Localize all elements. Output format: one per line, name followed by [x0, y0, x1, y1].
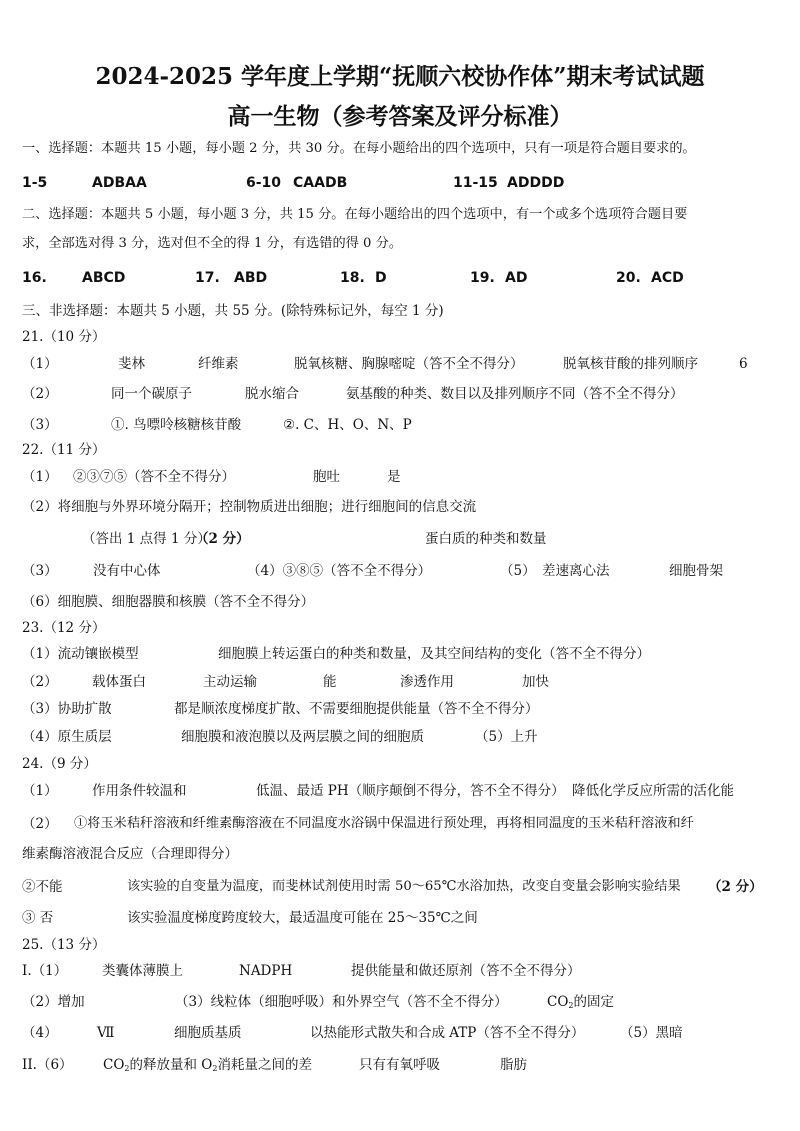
question-head: 23.（12 分）	[22, 620, 106, 636]
answer-text: （3）线粒体（细胞呼吸）和外界空气（答不全不得分）	[175, 994, 508, 1010]
answer-text: 细胞质基质	[174, 1025, 242, 1041]
answer-text: 细胞骨架	[669, 563, 723, 579]
answer-text: ①. 鸟嘌呤核糖核苷酸	[111, 417, 242, 433]
answer-text: 只有有氧呼吸	[359, 1057, 440, 1073]
answer-text: 脂肪	[500, 1057, 527, 1073]
answer-text: 胞吐	[313, 469, 340, 485]
item-label: （1）	[22, 356, 58, 372]
answer-text: 载体蛋白	[92, 674, 146, 690]
answer-text: 都是顺浓度梯度扩散、不需要细胞提供能量（答不全不得分）	[174, 701, 539, 717]
answer-text: 氨基酸的种类、数目以及排列顺序不同（答不全不得分）	[346, 386, 684, 402]
question-head: 22.（11 分）	[22, 442, 106, 458]
answer-value: ABD	[234, 270, 268, 286]
item-label: （1）	[22, 469, 58, 485]
answer-text: （5）黑暗	[620, 1025, 683, 1041]
item-label: II.（6）	[22, 1057, 73, 1073]
answer-value: ADDDD	[507, 175, 565, 191]
answer-text: 没有中心体	[93, 563, 161, 579]
answer-text: （6）细胞膜、细胞器膜和核膜（答不全不得分）	[22, 594, 315, 610]
answer-text: 差速离心法	[542, 563, 610, 579]
answer-text: 蛋白质的种类和数量	[425, 531, 547, 547]
section2-header: 二、选择题：本题共 5 小题，每小题 3 分，共 15 分。在每小题给出的四个选项中，有一个或多个选项符合题目要	[22, 207, 688, 222]
question-number: 20.	[616, 270, 641, 286]
answer-range: 11-15	[453, 175, 498, 191]
answer-text: 该实验的自变量为温度，而斐林试剂使用时需 50～65℃水浴加热，改变自变量会影响实验结果	[127, 879, 681, 894]
answer-text-mid: 的释放量和 O	[129, 1057, 213, 1073]
answer-text: 脱氧核糖、胸腺嘧啶（答不全不得分）	[294, 356, 524, 372]
answer-range: 1-5	[22, 175, 48, 191]
answer-text: ②③⑦⑤（答不全不得分）	[73, 469, 235, 485]
answer-text	[103, 1057, 312, 1073]
answer-text: 渗透作用	[400, 674, 454, 690]
question-number: 18.	[340, 270, 365, 286]
answer-text: ②不能	[22, 879, 63, 895]
answer-text: 类囊体薄膜上	[102, 963, 183, 979]
answer-text: ①将玉米秸秆溶液和纤维素酶溶液在不同温度水浴锅中保温进行预处理，再将相同温度的玉米秸秆溶液和纤	[74, 816, 694, 831]
score-note: （2 分）	[708, 879, 763, 895]
item-label: I.（1）	[22, 963, 68, 979]
section3-header: 三、非选择题：本题共 5 小题，共 55 分。(除特殊标记外，每空 1 分)	[22, 303, 444, 319]
document-title: 2024-2025 学年度上学期“抚顺六校协作体”期末考试试题	[95, 63, 705, 90]
answer-text-tail: 的固定	[573, 994, 614, 1010]
item-label: （3）	[22, 417, 58, 433]
answer-note: （答出 1 点得 1 分）	[82, 531, 211, 547]
answer-text: （5）上升	[475, 729, 538, 745]
answer-text: 降低化学反应所需的活化能	[572, 783, 734, 799]
answer-value: ABCD	[82, 270, 126, 286]
subscript: 2	[568, 1001, 574, 1010]
question-head: 25.（13 分）	[22, 937, 106, 953]
answer-text: 6	[739, 356, 748, 372]
answer-text: 加快	[522, 674, 549, 690]
answer-text: 纤维素	[198, 356, 239, 372]
answer-value: CAADB	[293, 175, 348, 191]
answer-value: ADBAA	[92, 175, 147, 191]
answer-text: 同一个碳原子	[111, 386, 192, 402]
question-number: 17.	[195, 270, 220, 286]
answer-text: （4）原生质层	[22, 729, 112, 745]
answer-text: （2）增加	[22, 994, 85, 1010]
answer-text: 细胞膜和液泡膜以及两层膜之间的细胞质	[181, 729, 424, 745]
answer-text: NADPH	[239, 963, 293, 979]
item-label: （2）	[22, 386, 58, 402]
subscript: 2	[124, 1064, 130, 1073]
answer-text: （4）③⑧⑤（答不全不得分）	[247, 563, 432, 579]
subscript: 2	[212, 1064, 218, 1073]
answer-text: 是	[387, 469, 401, 485]
answer-text: ③ 否	[22, 910, 54, 926]
answer-text: 低温、最适 PH（顺序颠倒不得分，答不全不得分）	[256, 783, 565, 799]
answer-text: Ⅶ	[97, 1025, 115, 1041]
answer-text: （2）将细胞与外界环境分隔开；控制物质进出细胞；进行细胞间的信息交流	[22, 499, 477, 515]
answer-text: （1）流动镶嵌模型	[22, 646, 139, 662]
answer-value: D	[375, 270, 387, 286]
answer-text: 主动运输	[203, 674, 257, 690]
answer-text: ②. C、H、O、N、P	[283, 417, 412, 433]
item-label: （1）	[22, 783, 58, 799]
answer-value: AD	[505, 270, 528, 286]
item-label: （5）	[500, 563, 536, 579]
item-label: （2）	[22, 816, 58, 832]
answer-text: （3）协助扩散	[22, 701, 112, 717]
section1-header: 一、选择题：本题共 15 小题，每小题 2 分，共 30 分。在每小题给出的四个选项中，只有一项是符合题目要求的。	[22, 141, 696, 156]
document-subtitle: 高一生物（参考答案及评分标准）	[227, 103, 573, 130]
question-head: 21.（10 分）	[22, 329, 106, 345]
answer-text: 脱水缩合	[245, 386, 299, 402]
score-note: （2 分）	[195, 531, 250, 547]
answer-text: 能	[323, 674, 337, 690]
answer-text	[547, 994, 614, 1010]
answer-text: 细胞膜上转运蛋白的种类和数量，及其空间结构的变化（答不全不得分）	[218, 646, 650, 662]
answer-value: ACD	[651, 270, 684, 286]
answer-text: 脱氧核苷酸的排列顺序	[563, 356, 698, 372]
answer-range: 6-10	[246, 175, 282, 191]
item-label: （3）	[22, 563, 58, 579]
co2-text: CO	[547, 994, 569, 1010]
answer-text-tail: 消耗量之间的差	[217, 1057, 312, 1073]
answer-text: 以热能形式散失和合成 ATP（答不全不得分）	[310, 1025, 585, 1041]
answer-text: 作用条件较温和	[92, 783, 187, 799]
co2-text: CO	[103, 1057, 125, 1073]
answer-text: 该实验温度梯度跨度较大，最适温度可能在 25～35℃之间	[127, 910, 478, 926]
question-number: 16.	[22, 270, 47, 286]
question-head: 24.（9 分）	[22, 756, 97, 772]
item-label: （2）	[22, 674, 58, 690]
question-number: 19.	[470, 270, 495, 286]
answer-text: 维素酶溶液混合反应（合理即得分）	[22, 846, 238, 862]
answer-text: 斐林	[118, 356, 145, 372]
section2-header-cont: 求，全部选对得 3 分，选对但不全的得 1 分，有选错的得 0 分。	[22, 236, 403, 251]
item-label: （4）	[22, 1025, 58, 1041]
answer-text: 提供能量和做还原剂（答不全不得分）	[351, 963, 581, 979]
